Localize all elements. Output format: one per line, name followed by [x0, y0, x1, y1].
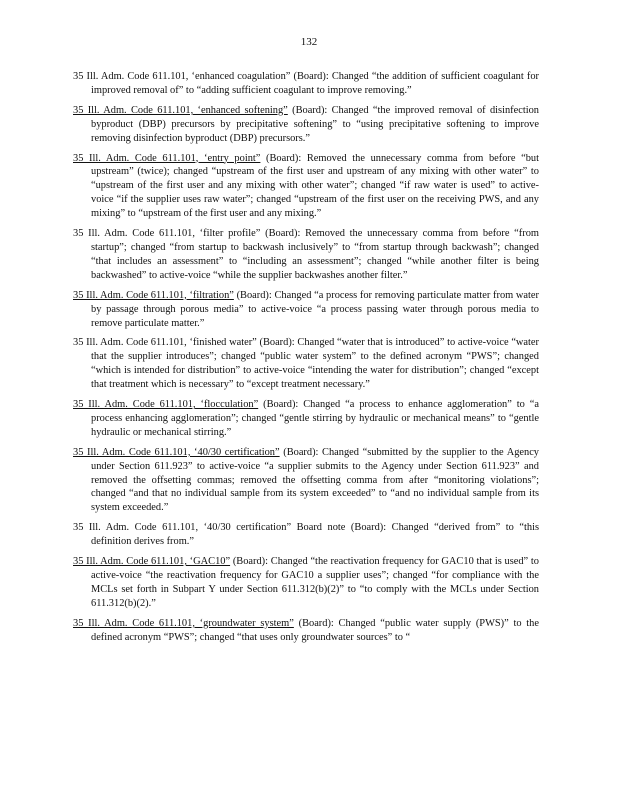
entry-citation: 35 Ill. Adm. Code 611.101, ‘GAC10” — [73, 556, 231, 568]
entry-text: (Board): Removed the unnecessary comma from before “but upstream” (twice); changed “upstream of the first user and upstream of any mixing with other water” to “upstream of the first user and any mixing with other water”; changed “if raw water is used” to active-voice “if the supplier uses raw water”; changed “upstream of the first user on the receiving PWS, and any mixing” to “upstream of the first user and any mixing.” — [91, 152, 540, 220]
entry-text: (Board): Changed “the addition of sufficient coagulant for improved removal of” to “adding sufficient coagulant to improve removing.” — [91, 71, 539, 96]
page-number: 132 — [300, 36, 318, 48]
entry-text: (Board): Removed the unnecessary comma from before “from startup”; changed “from startup to backwash inclusively” to “from startup through backwash”; changed “that includes an assessment” to “including an assessment”; changed “while another filter is being backwashed” to active-voice “while the supplier backwashes another filter.” — [91, 228, 539, 281]
entry-paragraph — [73, 70, 539, 98]
entry-text: (Board): Changed “the reactivation frequency for GAC10 that is used” to active-voice “the reactivation frequency for GAC10 a supplier uses”; changed “for compliance with the MCLs set forth in Subpart Y under Section 611.312(b)(2)” to “to comply with the MCLs under Section 611.312(b)(2).” — [91, 556, 539, 609]
entry-citation: 35 Ill. Adm. Code 611.101, ‘groundwater system” — [73, 617, 294, 629]
entry-citation: 35 Ill. Adm. Code 611.101, ‘flocculation” — [73, 399, 259, 411]
entry-text: (Board): Changed “a process to enhance agglomeration” to “a process enhancing agglomeration”; changed “gentle stirring by hydraulic or mechanical means” to “gentle hydraulic or mechanical stirring.” — [91, 399, 539, 438]
entry-citation: 35 Ill. Adm. Code 611.101, ‘filter profile” — [73, 228, 261, 240]
entry-text: (Board): Changed “a process for removing particulate matter from water by passage through porous media” to active-voice “a process passing water through porous media to remove particulate matter.” — [91, 289, 539, 329]
entry-paragraph — [73, 104, 539, 146]
entry-citation: 35 Ill. Adm. Code 611.101, ‘finished water” — [73, 337, 257, 349]
entry-paragraph — [73, 555, 539, 611]
entry-paragraph — [73, 446, 539, 516]
entry-citation: 35 Ill. Adm. Code 611.101, ‘enhanced coagulation” — [73, 71, 291, 82]
entry-text: Board note (Board): Changed “derived from” to “this definition derives from.” — [91, 522, 540, 548]
entry-citation: 35 Ill. Adm. Code 611.101, ‘enhanced softening” — [73, 104, 288, 116]
entry-citation: 35 Ill. Adm. Code 611.101, ‘filtration” — [73, 289, 234, 301]
entry-paragraph — [73, 336, 539, 392]
entry-text: (Board): Changed “the improved removal of disinfection byproduct (DBP) precursors by precipitative softening” to “using precipitative softening to improve removing disinfection byproduct (DBP) precursors.” — [91, 104, 540, 144]
entry-citation: 35 Ill. Adm. Code 611.101, ‘40/30 certification” — [73, 522, 292, 534]
entry-text: (Board): Changed “water that is introduced” to active-voice “water that the supplier introduces”; changed “public water system” to the defined acronym “PWS”; changed “which is intended for distribution” to active-voice “intending the water for distribution”; changed “except that treatment which is necessary” to “except treatment necessary.” — [91, 337, 540, 391]
entry-paragraph — [73, 521, 539, 549]
entry-paragraph — [73, 152, 539, 222]
entry-text: (Board): Changed “submitted by the supplier to the Agency under Section 611.923” to active-voice “a supplier submits to the Agency under Section 611.923” and removed the offsetting commas; removed the offsetting comma from after “monitoring violations”; changed “and that no individual sample from its system exceeded” to “and no individual sample from its system exceeded.” — [91, 446, 540, 514]
entries-list — [73, 70, 539, 651]
entry-paragraph — [73, 398, 539, 440]
entry-citation: 35 Ill. Adm. Code 611.101, ‘entry point” — [73, 152, 261, 164]
entry-text: (Board): Changed “public water supply (PWS)” to the defined acronym “PWS”; changed “that uses only groundwater sources” to “ — [91, 617, 539, 643]
entry-paragraph — [73, 289, 539, 331]
entry-citation: 35 Ill. Adm. Code 611.101, ‘40/30 certification” — [73, 446, 280, 458]
entry-paragraph — [73, 617, 539, 645]
entry-paragraph — [73, 227, 539, 283]
